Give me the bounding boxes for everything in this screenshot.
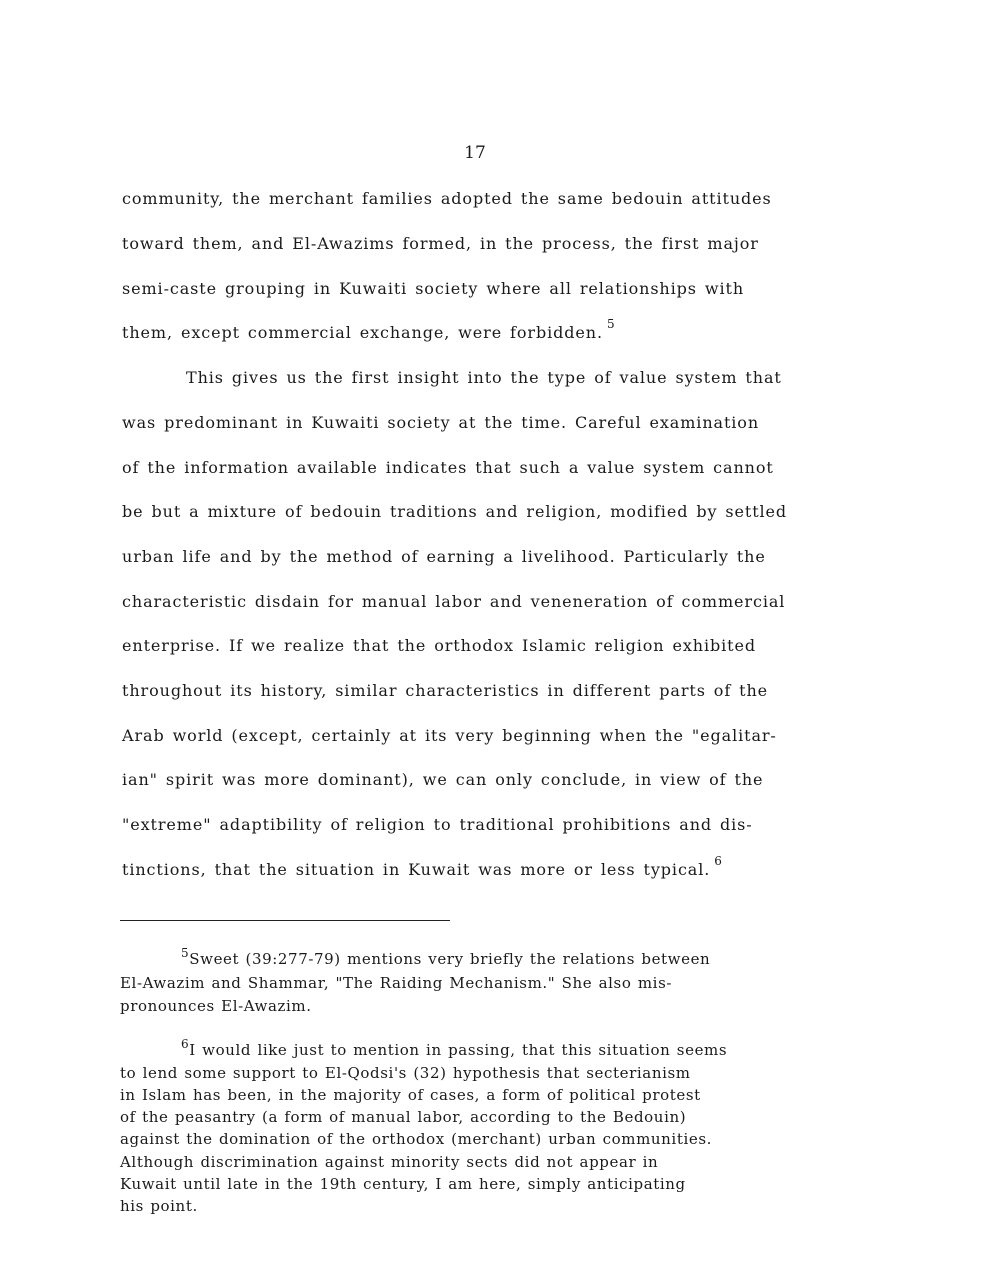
body-line: Arab world (except, certainly at its very beginning when the "egalitar- [122, 726, 777, 745]
footnote-6-line: Although discrimination against minority sects did not appear in [120, 1153, 659, 1171]
body-text: tinctions, that the situation in Kuwait was more or less typical. [122, 860, 711, 879]
body-line: community, the merchant families adopted the same bedouin attitudes [122, 189, 772, 208]
footnote-text: I would like just to mention in passing, that this situation seems [189, 1041, 728, 1059]
body-line: toward them, and El-Awazims formed, in the process, the first major [122, 234, 759, 253]
footnote-text: Sweet (39:277-79) mentions very briefly the relations between [189, 950, 711, 968]
body-line-with-footnote-ref [122, 854, 723, 881]
body-line: semi-caste grouping in Kuwaiti society where all relationships with [122, 279, 745, 298]
footnote-divider [120, 920, 450, 921]
body-line: throughout its history, similar characteristics in different parts of the [122, 681, 769, 700]
body-text: them, except commercial exchange, were forbidden. [122, 323, 603, 342]
footnote-6-line: to lend some support to El-Qodsi's (32) hypothesis that secterianism [120, 1064, 691, 1082]
footnote-ref-6[interactable]: 6 [714, 854, 723, 868]
page-number: 17 [464, 143, 486, 163]
footnote-5-marker: 5 [181, 946, 190, 960]
body-line: urban life and by the method of earning a livelihood. Particularly the [122, 547, 766, 566]
footnote-6-line: in Islam has been, in the majority of cases, a form of political protest [120, 1086, 701, 1104]
footnote-6-marker: 6 [181, 1037, 190, 1051]
body-line: was predominant in Kuwaiti society at the time. Careful examination [122, 413, 760, 432]
body-line: be but a mixture of bedouin traditions and religion, modified by settled [122, 502, 788, 521]
footnote-ref-5[interactable]: 5 [606, 317, 616, 331]
body-line-with-footnote-ref [122, 317, 616, 344]
footnote-6-line: of the peasantry (a form of manual labor, according to the Bedouin) [120, 1108, 687, 1126]
body-line: ian" spirit was more dominant), we can only conclude, in view of the [122, 770, 764, 789]
footnote-6-line: Kuwait until late in the 19th century, I am here, simply anticipating [120, 1175, 686, 1193]
body-line: characteristic disdain for manual labor and veneneration of commercial [122, 592, 786, 611]
body-line: "extreme" adaptibility of religion to traditional prohibitions and dis- [122, 815, 753, 834]
body-line: of the information available indicates that such a value system cannot [122, 458, 774, 477]
footnote-6-line: his point. [120, 1197, 198, 1215]
footnote-5-line: pronounces El-Awazim. [120, 997, 312, 1015]
footnote-6-line: against the domination of the orthodox (merchant) urban communities. [120, 1130, 712, 1148]
body-line: This gives us the first insight into the type of value system that [186, 368, 782, 387]
footnote-5-line [181, 946, 711, 969]
footnote-5-line: El-Awazim and Shammar, "The Raiding Mechanism." She also mis- [120, 974, 673, 992]
footnote-6-line [181, 1037, 728, 1060]
body-line: enterprise. If we realize that the orthodox Islamic religion exhibited [122, 636, 757, 655]
